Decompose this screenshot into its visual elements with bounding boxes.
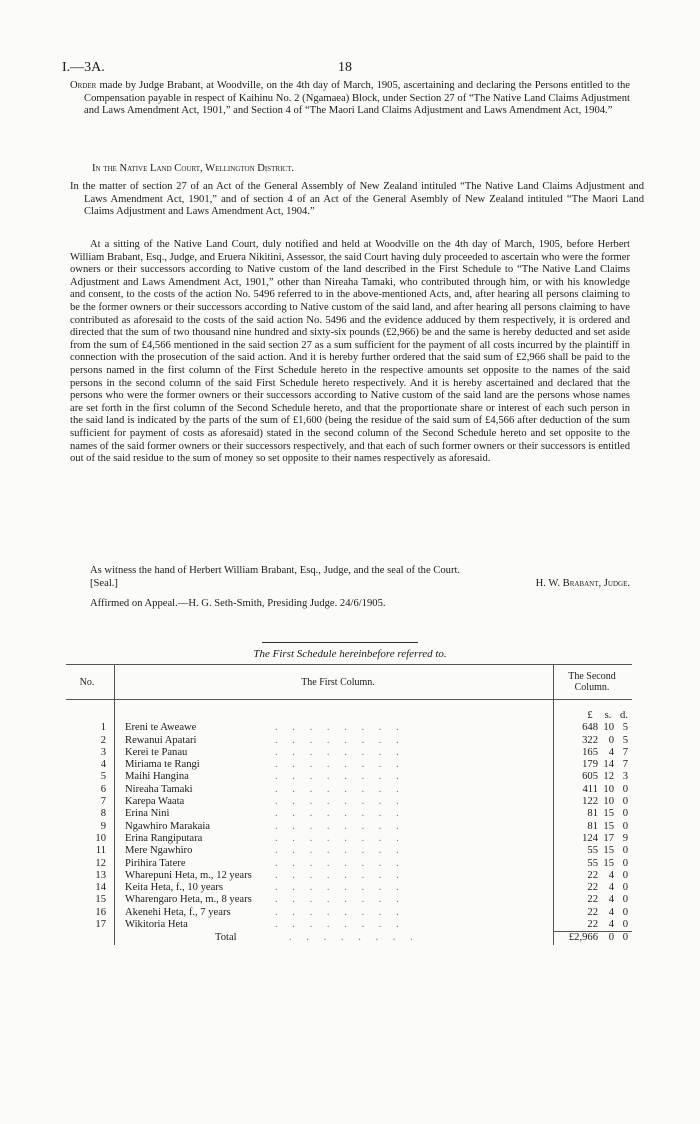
- row-shillings: 4: [608, 882, 614, 894]
- row-number: 5: [100, 771, 106, 783]
- row-name: Rewanui Apatari: [125, 734, 197, 746]
- row-amount: [554, 735, 633, 747]
- row-shillings: 15: [603, 820, 614, 832]
- row-pounds: 22: [587, 882, 598, 894]
- affirmed-line: Affirmed on Appeal.—H. G. Seth-Smith, Presiding Judge. 24/6/1905.: [90, 598, 386, 609]
- row-shillings: 15: [603, 857, 614, 869]
- leader-dots: . . . . . . . .: [275, 722, 405, 734]
- row-name: Pirihira Tatere: [125, 857, 186, 869]
- row-name-cell: [115, 759, 554, 771]
- row-shillings: 4: [608, 894, 614, 906]
- total-amount: [554, 932, 633, 945]
- row-pence: 0: [622, 845, 628, 857]
- row-name-cell: [115, 894, 554, 906]
- table-row: [66, 722, 632, 734]
- judge-signature: H. W. Brabant, Judge.: [535, 578, 630, 589]
- leader-dots: . . . . . . . .: [275, 882, 405, 894]
- row-pounds: 179: [582, 759, 598, 771]
- table-row: [66, 759, 632, 771]
- row-name-cell: [115, 870, 554, 882]
- col-second-header: The Second Column.: [554, 665, 633, 700]
- row-amount: [554, 894, 633, 906]
- row-pence: 5: [622, 722, 628, 734]
- row-name: Kerei te Panau: [125, 746, 188, 758]
- row-shillings: 4: [608, 919, 614, 931]
- row-pounds: 22: [587, 869, 598, 881]
- leader-dots: . . . . . . . .: [275, 808, 405, 820]
- row-amount: [554, 759, 633, 771]
- row-name: Erina Nini: [125, 808, 170, 820]
- table-row: [66, 735, 632, 747]
- order-intro-text: made by Judge Brabant, at Woodville, on the 4th day of March, 1905, ascertaining and declaring the Persons entitled to the Compensation payable in respect of Kaihinu No. 2 (Ngamaea) Block, under Section 27 of “The Native Land Claims Adjustment and Laws Amendment Act, 1901,” and Section 4 of “The Maori Land Claims Adjustment and Laws Amendment Act, 1904.”: [84, 80, 630, 117]
- table-row: [66, 858, 632, 870]
- row-number: 9: [100, 820, 106, 832]
- row-pence: 0: [622, 919, 628, 931]
- row-name: Ngawhiro Marakaia: [125, 820, 211, 832]
- row-name: Ereni te Aweawe: [125, 722, 197, 734]
- leader-dots: . . . . . . . .: [275, 746, 405, 758]
- table-row: [66, 845, 632, 857]
- row-pounds: 124: [582, 832, 598, 844]
- table-row: [66, 784, 632, 796]
- unit-shillings: s.: [604, 710, 612, 721]
- row-pounds: 55: [587, 857, 598, 869]
- row-amount: [554, 722, 633, 734]
- table-row: [66, 796, 632, 808]
- page-number: 18: [338, 60, 352, 75]
- row-number: 1: [100, 722, 106, 734]
- unit-pounds: £: [587, 710, 593, 721]
- row-amount: [554, 771, 633, 783]
- row-pence: 0: [622, 857, 628, 869]
- row-name-cell: [115, 771, 554, 783]
- document-reference: I.—3A.: [62, 60, 105, 75]
- row-amount: [554, 784, 633, 796]
- row-pounds: 81: [587, 820, 598, 832]
- col-no-header: No.: [66, 665, 115, 700]
- row-name-cell: [115, 919, 554, 932]
- row-shillings: 4: [608, 869, 614, 881]
- row-pounds: 411: [582, 783, 598, 795]
- row-amount: [554, 796, 633, 808]
- leader-dots: . . . . . . . .: [275, 796, 405, 808]
- table-row: [66, 821, 632, 833]
- row-pounds: 22: [587, 894, 598, 906]
- row-name: Keita Heta, f., 10 years: [125, 882, 223, 894]
- row-number: 11: [95, 845, 106, 857]
- row-pounds: 605: [582, 771, 598, 783]
- row-shillings: 12: [603, 771, 614, 783]
- row-shillings: 15: [603, 845, 614, 857]
- row-name: Erina Rangiputara: [125, 832, 203, 844]
- row-name: Wharepuni Heta, m., 12 years: [125, 869, 252, 881]
- row-pounds: 22: [587, 906, 598, 918]
- row-number: 16: [95, 906, 106, 918]
- row-pounds: 81: [587, 808, 598, 820]
- row-name-cell: [115, 907, 554, 919]
- row-name-cell: [115, 858, 554, 870]
- row-name-cell: [115, 833, 554, 845]
- leader-dots: . . . . . . . .: [275, 783, 405, 795]
- row-amount: [554, 833, 633, 845]
- first-schedule-table: [66, 664, 632, 945]
- row-name-cell: [115, 845, 554, 857]
- total-pence: 0: [622, 932, 628, 944]
- row-name: Maihi Hangina: [125, 771, 189, 783]
- leader-dots: . . . . . . . .: [275, 894, 405, 906]
- row-amount: [554, 845, 633, 857]
- row-number: 17: [95, 919, 106, 931]
- row-pounds: 55: [587, 845, 598, 857]
- unit-row: [66, 700, 632, 723]
- row-shillings: 10: [603, 796, 614, 808]
- matter-paragraph: In the matter of section 27 of an Act of the General Assembly of New Zealand intituled “The Native Land Claims Adjustment and Laws Amendment Act, 1901,” and of section 4 of an Act of the General Asembly of New Zealand intituled “The Maori Land Claims Adjustment and Laws Amendment Act, 1904.”: [70, 181, 644, 218]
- total-label: Total: [215, 932, 237, 944]
- row-number: 8: [100, 808, 106, 820]
- row-pounds: 648: [582, 722, 598, 734]
- row-pence: 3: [622, 771, 628, 783]
- col-first-header: The First Column.: [115, 665, 554, 700]
- row-pence: 0: [622, 882, 628, 894]
- row-number: 6: [100, 783, 106, 795]
- row-pence: 7: [622, 759, 628, 771]
- row-pence: 5: [622, 734, 628, 746]
- row-pence: 0: [622, 808, 628, 820]
- total-row: [66, 932, 632, 945]
- leader-dots: . . . . . . . .: [275, 771, 405, 783]
- row-shillings: 4: [608, 906, 614, 918]
- row-number: 14: [95, 882, 106, 894]
- row-name-cell: [115, 821, 554, 833]
- row-shillings: 17: [603, 832, 614, 844]
- row-name-cell: [115, 735, 554, 747]
- leader-dots: . . . . . . . .: [275, 906, 405, 918]
- row-pounds: 22: [587, 919, 598, 931]
- row-pence: 0: [622, 894, 628, 906]
- leader-dots: . . . . . . . .: [275, 832, 405, 844]
- leader-dots: . . . . . . . .: [289, 932, 419, 944]
- seal-signature-line: [90, 578, 630, 592]
- table-row: [66, 771, 632, 783]
- leader-dots: . . . . . . . .: [275, 919, 405, 931]
- row-pence: 9: [622, 832, 628, 844]
- row-name-cell: [115, 796, 554, 808]
- section-divider: [262, 642, 418, 643]
- leader-dots: . . . . . . . .: [275, 820, 405, 832]
- row-name: Wharengaro Heta, m., 8 years: [125, 894, 252, 906]
- total-pounds: £2,966: [568, 932, 598, 944]
- total-shillings: 0: [608, 932, 614, 944]
- row-number: 2: [100, 734, 106, 746]
- row-amount: [554, 870, 633, 882]
- order-intro: [70, 80, 630, 118]
- row-shillings: 10: [603, 722, 614, 734]
- row-name: Karepa Waata: [125, 796, 185, 808]
- schedule-header-row: [66, 665, 632, 700]
- row-number: 10: [95, 832, 106, 844]
- row-name: Akenehi Heta, f., 7 years: [125, 906, 231, 918]
- row-number: 12: [95, 857, 106, 869]
- row-name: Nireaha Tamaki: [125, 783, 193, 795]
- schedule-title: The First Schedule hereinbefore referred to.: [253, 648, 447, 660]
- row-name-cell: [115, 784, 554, 796]
- row-number: 4: [100, 759, 106, 771]
- row-number: 7: [100, 796, 106, 808]
- row-pence: 0: [622, 820, 628, 832]
- row-name-cell: [115, 882, 554, 894]
- row-name-cell: [115, 722, 554, 734]
- row-amount: [554, 808, 633, 820]
- row-pence: 0: [622, 906, 628, 918]
- table-row: [66, 870, 632, 882]
- order-lead: Order: [70, 80, 97, 91]
- table-row: [66, 747, 632, 759]
- row-name: Mere Ngawhiro: [125, 845, 193, 857]
- body-paragraph: At a sitting of the Native Land Court, duly notified and held at Woodville on the 4th day of March, 1905, before Herbert William Brabant, Esq., Judge, and Eruera Nikitini, Assessor, the said Court having duly proceeded to ascertain who were the former owners or their successors according to Native custom of the land described in the First Schedule to “The Native Land Claims Adjustment and Laws Amendment Act, 1901,” other than Nireaha Tamaki, who contributed through him, or with his knowledge and consent, to the costs of the action No. 5496 referred to in the above-mentioned Acts, and, after hearing all persons claiming to be the former owners or their successors according to Native custom of the said land, and after hearing all persons claiming to have contributed as aforesaid to the costs of the said action No. 5496 and the evidence adduced by them respectively, it is ordered and directed that the sum of two thousand nine hundred and sixty-six pounds (£2,966) be and the same is hereby deducted and set aside from the sum of £4,566 mentioned in the said section 27 as a sum sufficient for the payment of all costs incurred by the plaintiff in connection with the prosecution of the said action. And it is hereby further ordered that the said sum of £2,966 shall be paid to the persons named in the first column of the First Schedule hereto in the respective amounts set opposite to the names of the said persons in the second column of the said First Schedule hereto respectively. And it is hereby ascertained and declared that the persons who were the former owners or their successors according to Native custom of the said land are the persons whose names are set forth in the first column of the Second Schedule hereto, and that the proportionate share or interest of each such person in the said land is indicated by the parts of the sum of £1,600 (being the residue of the said sum of £4,566 after deduction of the sum sufficient for payment of costs as aforesaid) stated in the second column of the Second Schedule hereto and set opposite to the names of the said former owners or their successors respectively, and that each of such former owners or their successors is entitled out of the said residue to the sum of money so set opposite to their names respectively as aforesaid.: [70, 239, 630, 465]
- row-shillings: 15: [603, 808, 614, 820]
- row-name: Wikitoria Heta: [125, 919, 188, 931]
- row-shillings: 14: [603, 759, 614, 771]
- court-line: In the Native Land Court, Wellington District.: [92, 163, 295, 174]
- row-pence: 0: [622, 869, 628, 881]
- row-shillings: 10: [603, 783, 614, 795]
- seal-label: [Seal.]: [90, 578, 118, 589]
- row-amount: [554, 919, 633, 932]
- row-pounds: 322: [582, 734, 598, 746]
- row-shillings: 4: [608, 746, 614, 758]
- row-pounds: 165: [582, 746, 598, 758]
- row-number: 3: [100, 746, 106, 758]
- leader-dots: . . . . . . . .: [275, 869, 405, 881]
- total-label-cell: [115, 932, 554, 945]
- row-shillings: 0: [608, 734, 614, 746]
- table-row: [66, 808, 632, 820]
- row-number: 13: [95, 869, 106, 881]
- table-row: [66, 882, 632, 894]
- row-amount: [554, 882, 633, 894]
- leader-dots: . . . . . . . .: [275, 857, 405, 869]
- row-amount: [554, 907, 633, 919]
- leader-dots: . . . . . . . .: [275, 759, 405, 771]
- row-amount: [554, 821, 633, 833]
- row-name-cell: [115, 747, 554, 759]
- leader-dots: . . . . . . . .: [275, 734, 405, 746]
- row-name-cell: [115, 808, 554, 820]
- row-amount: [554, 858, 633, 870]
- leader-dots: . . . . . . . .: [275, 845, 405, 857]
- unit-pence: d.: [620, 710, 628, 721]
- row-pence: 0: [622, 796, 628, 808]
- table-row: [66, 919, 632, 932]
- witness-line: As witness the hand of Herbert William Brabant, Esq., Judge, and the seal of the Court.: [90, 565, 461, 576]
- row-pounds: 122: [582, 796, 598, 808]
- row-name: Miriama te Rangi: [125, 759, 200, 771]
- row-amount: [554, 747, 633, 759]
- table-row: [66, 907, 632, 919]
- row-pence: 7: [622, 746, 628, 758]
- row-pence: 0: [622, 783, 628, 795]
- row-number: 15: [95, 894, 106, 906]
- table-row: [66, 833, 632, 845]
- table-row: [66, 894, 632, 906]
